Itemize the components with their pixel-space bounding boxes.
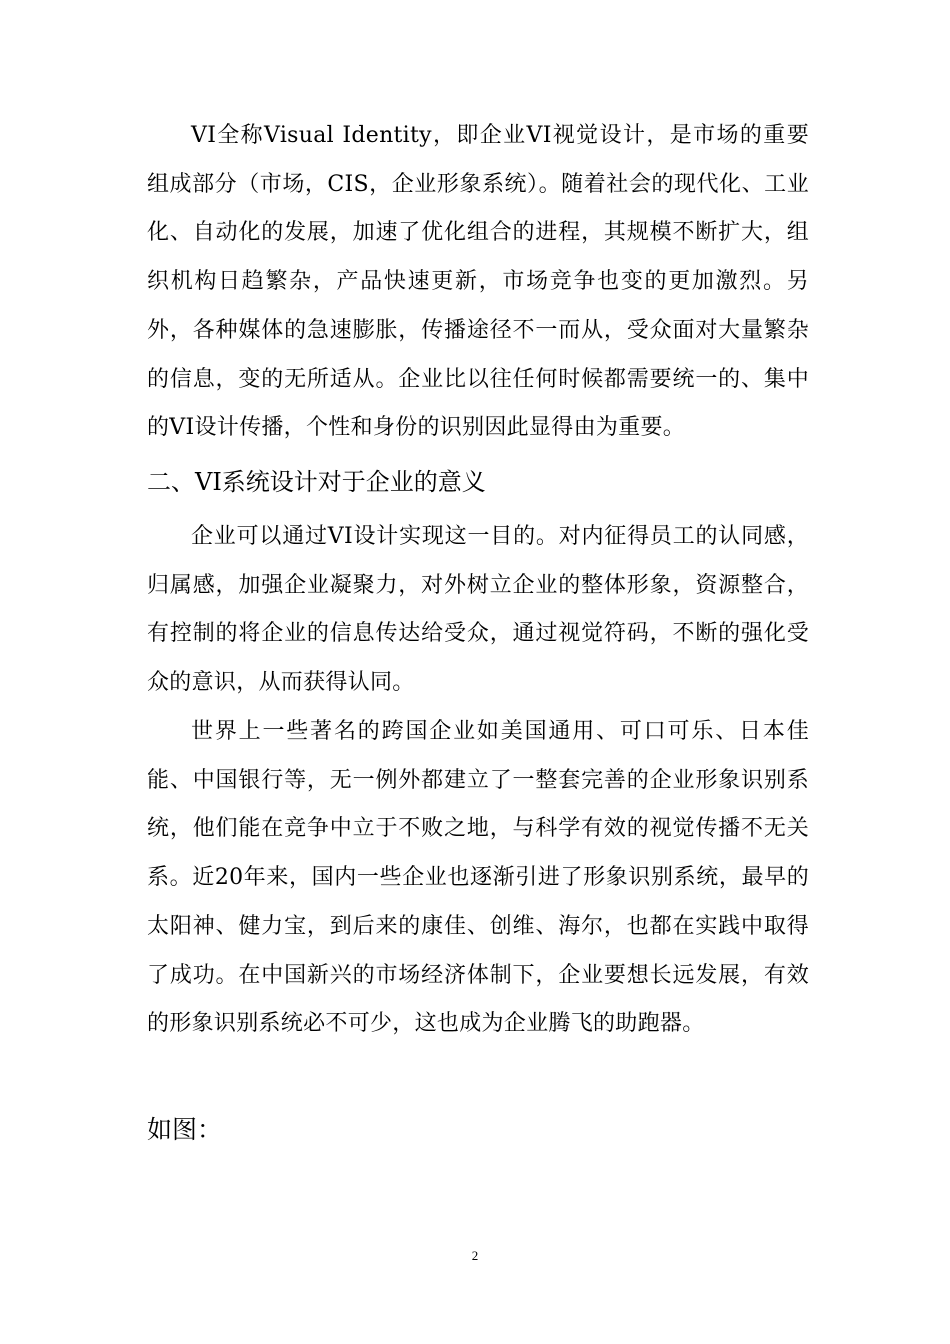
significance-paragraph: 企业可以通过VI设计实现这一目的。对内征得员工的认同感，归属感，加强企业凝聚力，对外树立企业的整体形象，资源整合，有控制的将企业的信息传达给受众，通过视觉符码，不断的强化受众的意识，从而获得认同。	[147, 524, 809, 696]
examples-paragraph: 世界上一些著名的跨国企业如美国通用、可口可乐、日本佳能、中国银行等，无一例外都建立了一整套完善的企业形象识别系统，他们能在竞争中立于不败之地，与科学有效的视觉传播不无关系。近20年来，国内一些企业也逐渐引进了形象识别系统，最早的太阳神、健力宝，到后来的康佳、创维、海尔，也都在实践中取得了成功。在中国新兴的市场经济体制下，企业要想长远发展，有效的形象识别系统必不可少，这也成为企业腾飞的助跑器。	[147, 719, 809, 1037]
section-heading: 二、VI系统设计对于企业的意义	[147, 468, 486, 496]
intro-paragraph: VI全称Visual Identity，即企业VI视觉设计，是市场的重要组成部分（市场，CIS，企业形象系统）。随着社会的现代化、工业化、自动化的发展，加速了优化组合的进程，其规模不断扩大，组织机构日趋繁杂，产品快速更新，市场竞争也变的更加激烈。另外，各种媒体的急速膨胀，传播途径不一而从，受众面对大量繁杂的信息，变的无所适从。企业比以往任何时候都需要统一的、集中的VI设计传播，个性和身份的识别因此显得由为重要。	[147, 123, 809, 441]
page-number: 2	[471, 1248, 479, 1263]
figure-label: 如图：	[147, 1115, 223, 1144]
